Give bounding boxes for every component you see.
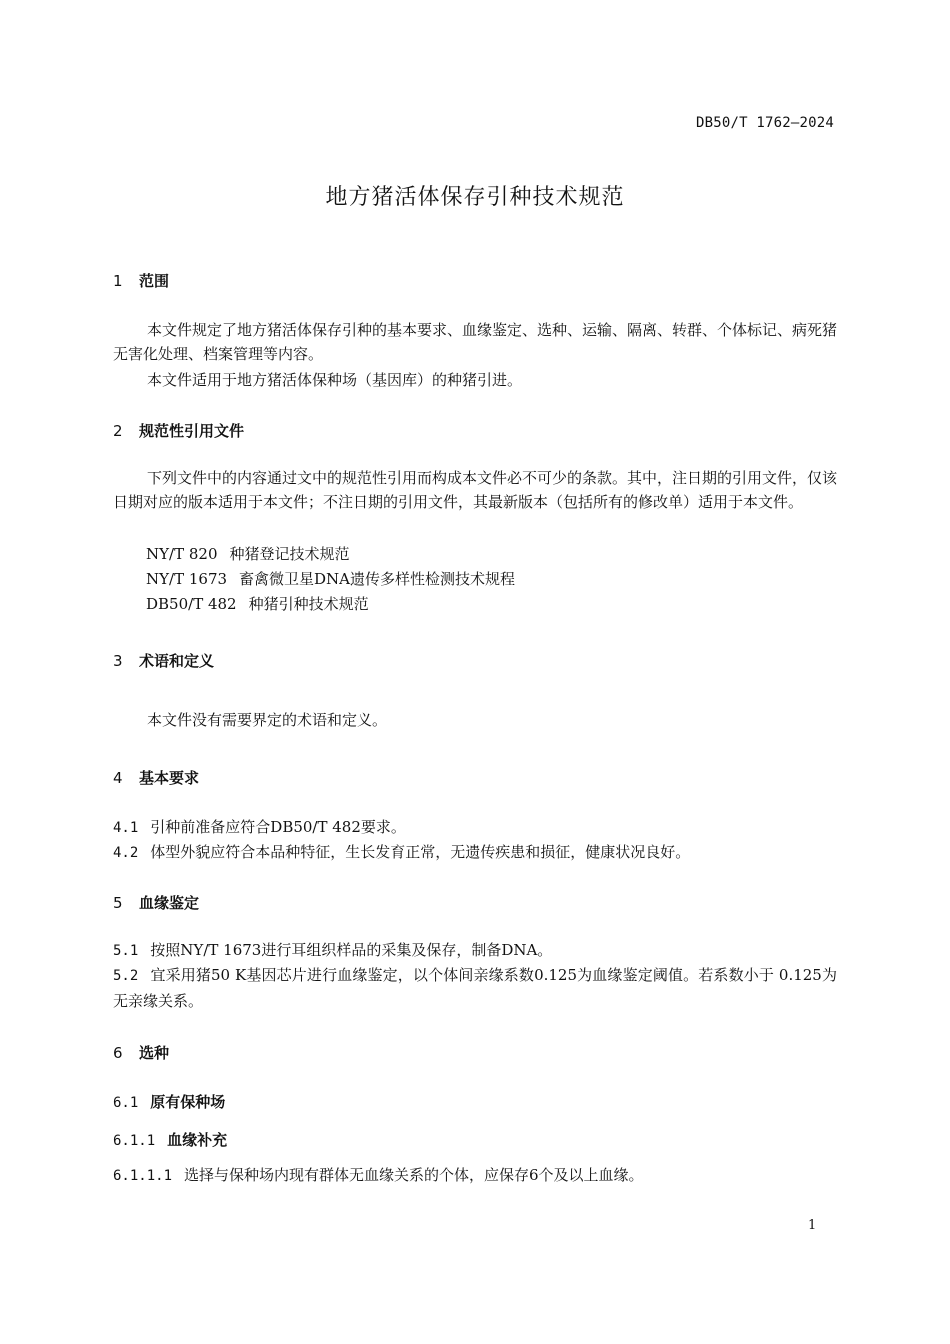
- section-5-heading: [113, 892, 199, 913]
- section-4-heading: [113, 767, 199, 788]
- section-1-paragraph-2: 本文件适用于地方猪活体保种场（基因库）的种猪引进。: [147, 371, 523, 389]
- document-code: DB50/T 1762—2024: [695, 115, 834, 131]
- clause-text: 宜采用猪50 K基因芯片进行血缘鉴定，以个体间亲缘系数0.125为血缘鉴定阈值。若系数小于 0.125为无亲缘关系。: [113, 966, 837, 1010]
- subsection-title: 血缘补充: [167, 1131, 228, 1149]
- section-number: 5: [113, 894, 123, 912]
- clause-number: 4.1: [113, 820, 139, 836]
- clause-text: 体型外貌应符合本品种特征，生长发育正常，无遗传疾患和损征，健康状况良好。: [150, 843, 691, 861]
- section-title: 血缘鉴定: [139, 894, 200, 912]
- section-2-paragraph-1: 下列文件中的内容通过文中的规范性引用而构成本文件必不可少的条款。其中，注日期的引用文件，仅该日期对应的版本适用于本文件；不注日期的引用文件，其最新版本（包括所有的修改单）适用于本文件。: [113, 469, 838, 511]
- clause-text: 引种前准备应符合DB50/T 482要求。: [150, 818, 406, 836]
- reference-code: NY/T 1673: [146, 570, 228, 588]
- clause-number: 6.1.1.1: [113, 1168, 173, 1184]
- section-6-heading: [113, 1042, 169, 1063]
- subsection-number: 6.1.1: [113, 1133, 156, 1149]
- clause-number: 4.2: [113, 845, 139, 861]
- section-number: 4: [113, 769, 123, 787]
- section-title: 术语和定义: [139, 652, 215, 670]
- section-number: 3: [113, 652, 123, 670]
- section-1-heading: [113, 270, 169, 291]
- reference-title: 种猪登记技术规范: [229, 545, 350, 563]
- reference-item: [146, 593, 369, 614]
- section-number: 2: [113, 422, 123, 440]
- clause-4-1: [113, 815, 837, 841]
- section-title: 规范性引用文件: [139, 422, 245, 440]
- reference-item: [146, 568, 515, 589]
- clause-5-1: [113, 938, 837, 964]
- reference-code: DB50/T 482: [146, 595, 237, 613]
- section-3-paragraph-1: 本文件没有需要界定的术语和定义。: [147, 711, 388, 729]
- subsection-title: 原有保种场: [150, 1093, 226, 1111]
- section-title: 基本要求: [139, 769, 200, 787]
- document-title: 地方猪活体保存引种技术规范: [325, 185, 625, 210]
- clause-number: 5.1: [113, 943, 139, 959]
- reference-item: [146, 543, 350, 564]
- clause-text: 选择与保种场内现有群体无血缘关系的个体，应保存6个及以上血缘。: [184, 1166, 644, 1184]
- subsection-number: 6.1: [113, 1095, 139, 1111]
- clause-text: 按照NY/T 1673进行耳组织样品的采集及保存，制备DNA。: [150, 941, 553, 959]
- reference-title: 种猪引种技术规范: [248, 595, 369, 613]
- section-number: 6: [113, 1044, 123, 1062]
- section-2-heading: [113, 420, 244, 441]
- clause-6-1-1-1: [113, 1163, 837, 1189]
- page-number: 1: [808, 1218, 817, 1233]
- section-title: 范围: [139, 272, 170, 290]
- section-title: 选种: [139, 1044, 170, 1062]
- clause-4-2: [113, 840, 837, 866]
- section-number: 1: [113, 272, 123, 290]
- clause-5-2: [113, 963, 837, 1014]
- section-1-paragraph-1: 本文件规定了地方猪活体保存引种的基本要求、血缘鉴定、选种、运输、隔离、转群、个体标记、病死猪无害化处理、档案管理等内容。: [113, 321, 838, 363]
- section-3-heading: [113, 650, 214, 671]
- subsection-6-1-1-heading: [113, 1129, 227, 1150]
- reference-code: NY/T 820: [146, 545, 218, 563]
- subsection-6-1-heading: [113, 1091, 225, 1112]
- clause-number: 5.2: [113, 968, 139, 984]
- reference-title: 畜禽微卫星DNA遗传多样性检测技术规程: [239, 570, 516, 588]
